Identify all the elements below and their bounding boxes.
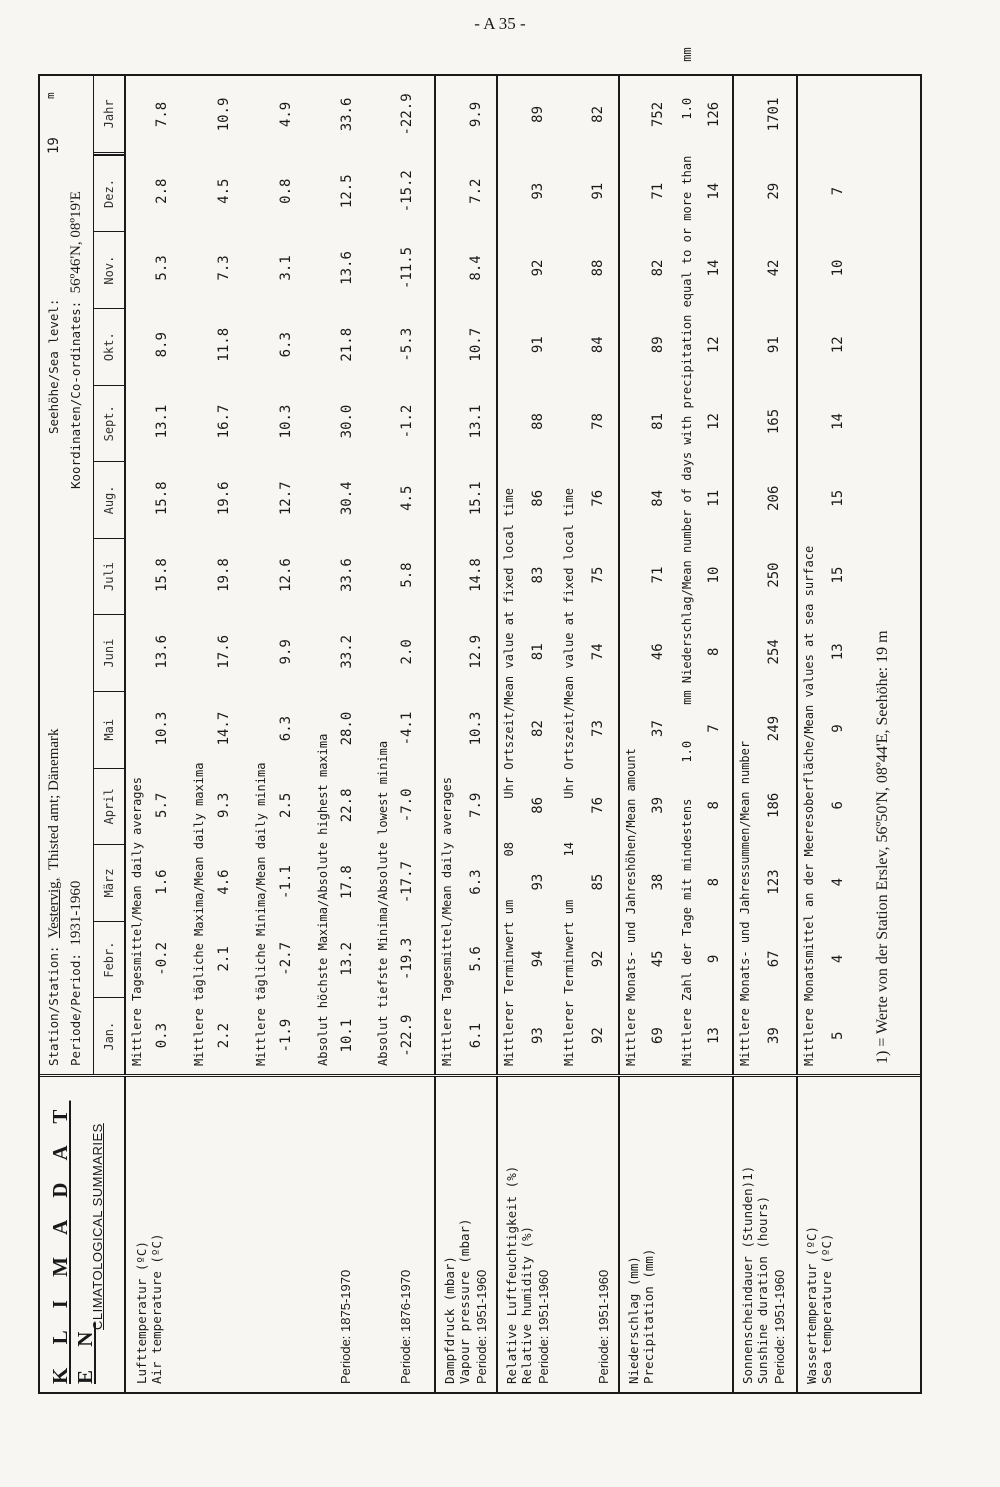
temp-min-desc: Mittlere tägliche Minima/Mean daily minima <box>254 762 268 1066</box>
value-cell: 4.6 <box>216 869 232 895</box>
station-label: Station/Station: <box>46 945 61 1066</box>
value-cell: 76 <box>590 489 606 507</box>
value-cell: 84 <box>650 489 666 507</box>
vapour-label-en: Vapour pressure (mbar) <box>457 1218 472 1384</box>
period-line <box>68 881 85 1066</box>
value-cell: 92 <box>530 259 546 277</box>
value-cell <box>830 76 846 153</box>
month-header-0: Jan. <box>94 997 124 1074</box>
humidity-label-cell <box>498 1077 620 1392</box>
temperature-data <box>126 76 436 1074</box>
value-cell: 12 <box>830 336 846 354</box>
period-value: 1931-1960 <box>68 880 84 946</box>
value-cell: 13.6 <box>339 251 355 285</box>
sea-temp-label-en: Sea temperature (ºC) <box>819 1233 834 1384</box>
value-cell: 249 <box>766 715 782 742</box>
humidity-row-2 <box>590 76 606 1074</box>
value-cell: 2.0 <box>399 639 415 665</box>
value-cell: 39 <box>650 796 666 814</box>
climate-table <box>38 47 922 1394</box>
value-cell: -22.9 <box>399 93 415 136</box>
coordinates-line <box>68 191 85 489</box>
month-header-2: März <box>94 844 124 921</box>
value-cell: 12.7 <box>278 481 294 516</box>
humidity-label-de: Relative Luftfeuchtigkeit (%) <box>504 1165 519 1384</box>
absmin-period: Periode: 1876-1970 <box>398 1269 413 1384</box>
month-header-8: Sept. <box>94 385 124 462</box>
value-cell: 30.0 <box>339 404 355 439</box>
value-cell: 45 <box>650 950 666 968</box>
value-cell: -19.3 <box>399 937 415 980</box>
period-label: Periode/Period: <box>68 953 83 1066</box>
precipitation-label-cell <box>620 1077 734 1392</box>
precipitation-days-desc: Mittlere Zahl der Tage mit mindestens 1.0 mm Niederschlag/Mean number of days with precipitation equal to or more than 1.0 mm <box>680 47 694 1066</box>
station-name: Vestervig, <box>46 877 62 939</box>
value-cell: 33.2 <box>339 634 355 669</box>
sea-level-unit: m <box>44 92 57 99</box>
precipitation-amount-row <box>650 76 666 1074</box>
value-cell: 92 <box>590 1027 606 1045</box>
temperature-label-de: Lufttemperatur (ºC) <box>134 1241 149 1384</box>
value-cell: 15.8 <box>154 481 170 516</box>
value-cell: 2.2 <box>216 1022 232 1049</box>
sunshine-label-cell <box>734 1077 798 1392</box>
value-cell: 94 <box>530 950 546 968</box>
value-cell: 14 <box>706 182 722 200</box>
value-cell: 28.0 <box>339 711 355 746</box>
vapour-desc: Mittlere Tagesmittel/Mean daily averages <box>440 777 454 1066</box>
value-cell: 33.6 <box>339 97 355 132</box>
absmax-period: Periode: 1875-1970 <box>338 1269 353 1384</box>
value-cell: 5.7 <box>154 792 170 818</box>
value-cell: 7 <box>706 724 722 733</box>
value-cell: -7.0 <box>399 788 415 823</box>
value-cell: -11.5 <box>399 246 415 290</box>
humidity-period-1: Periode: 1951-1960 <box>536 1269 551 1384</box>
value-cell: 1701 <box>766 97 782 132</box>
month-header-7: Aug. <box>94 461 124 538</box>
humidity-data <box>498 76 620 1074</box>
humidity-period-2: Periode: 1951-1960 <box>596 1269 611 1384</box>
value-cell: 76 <box>590 796 606 814</box>
value-cell: 13.6 <box>154 634 170 669</box>
value-cell: -0.2 <box>154 942 170 976</box>
value-cell: 91 <box>590 182 606 200</box>
value-cell: 69 <box>650 1027 666 1045</box>
value-cell: 9 <box>706 954 722 964</box>
value-cell: 46 <box>650 643 666 661</box>
value-cell: 9.9 <box>278 639 294 665</box>
value-cell: 13 <box>830 643 846 661</box>
month-header-9: Okt. <box>94 308 124 385</box>
value-cell: 752 <box>650 101 666 128</box>
value-cell: 13 <box>706 1027 722 1045</box>
value-cell: 89 <box>650 336 666 354</box>
page-title: K L I M A D A T E N <box>48 1100 97 1384</box>
value-cell: 89 <box>530 106 546 123</box>
value-cell: -1.9 <box>278 1018 294 1053</box>
value-cell: 2.5 <box>278 792 294 818</box>
value-cell: 15 <box>830 566 846 584</box>
humidity-desc-2: Mittlerer Terminwert um 14 Uhr Ortszeit/Mean value at fixed local time <box>562 488 576 1066</box>
value-cell: 93 <box>530 182 546 200</box>
month-header-row <box>93 76 124 1074</box>
value-cell: 83 <box>530 566 546 584</box>
precipitation-amount-desc: Mittlere Monats- und Jahreshöhen/Mean amount <box>624 748 638 1066</box>
value-cell: 29 <box>766 182 782 200</box>
value-cell: 126 <box>706 101 722 128</box>
value-cell: 16.7 <box>216 404 232 439</box>
value-cell: 6.3 <box>278 715 294 742</box>
temp-max-desc: Mittlere tägliche Maxima/Mean daily maxima <box>192 762 206 1066</box>
value-cell: 254 <box>766 639 782 665</box>
value-cell: 13.1 <box>468 404 484 439</box>
value-cell: 11 <box>706 489 722 507</box>
value-cell: 6.3 <box>468 869 484 895</box>
sunshine-label-de: Sonnenscheindauer (Stunden)1) <box>740 1165 755 1384</box>
value-cell: 74 <box>590 643 606 661</box>
data-column <box>40 47 920 1074</box>
temp-absmin-row <box>399 76 415 1074</box>
value-cell: 7.8 <box>154 101 170 128</box>
value-cell: 13.2 <box>339 942 355 976</box>
title-cell <box>40 1077 126 1392</box>
value-cell: 8.4 <box>468 255 484 281</box>
value-cell: 12.6 <box>278 558 294 592</box>
value-cell: 4.9 <box>278 101 294 128</box>
month-header-5: Juni <box>94 614 124 691</box>
value-cell: 93 <box>530 1027 546 1045</box>
value-cell: -15.2 <box>399 170 415 213</box>
value-cell: 17.8 <box>339 865 355 899</box>
value-cell: 2.1 <box>216 946 232 972</box>
value-cell: 8 <box>706 647 722 657</box>
sea-temp-desc: Mittlere Monatsmittel an der Meeresoberfläche/Mean values at sea surface <box>802 545 816 1066</box>
value-cell: 4.5 <box>216 178 232 204</box>
value-cell: 186 <box>766 792 782 818</box>
value-cell: 86 <box>530 489 546 507</box>
value-cell: 14 <box>830 413 846 430</box>
value-cell: 37 <box>650 720 666 737</box>
value-cell: -5.3 <box>399 327 415 362</box>
value-cell: 12 <box>706 413 722 430</box>
temp-min-row <box>278 76 294 1074</box>
value-cell: 206 <box>766 485 782 511</box>
temp-max-row <box>216 76 232 1074</box>
vapour-label-cell <box>436 1077 498 1392</box>
value-cell: 82 <box>590 106 606 123</box>
value-cell: 4 <box>830 877 846 887</box>
value-cell: 7 <box>830 186 846 196</box>
sea-temp-label-cell <box>798 1077 920 1392</box>
value-cell: 82 <box>530 720 546 737</box>
value-cell: 10.3 <box>278 404 294 439</box>
value-cell: 84 <box>590 336 606 354</box>
value-cell: 15.1 <box>468 481 484 516</box>
coordinates-label: Koordinaten/Co-ordinates: <box>68 300 83 489</box>
temp-absmax-row <box>339 76 355 1074</box>
sunshine-data <box>734 76 798 1074</box>
precipitation-label-de: Niederschlag (mm) <box>626 1256 641 1384</box>
value-cell: 9 <box>830 724 846 733</box>
month-header-3: April <box>94 768 124 845</box>
sunshine-period: Periode: 1951-1960 <box>772 1269 787 1384</box>
value-cell: 12.5 <box>339 174 355 209</box>
value-cell: 10.1 <box>339 1018 355 1053</box>
humidity-row-1 <box>530 76 546 1074</box>
value-cell: 7.2 <box>468 178 484 204</box>
value-cell: 8.9 <box>154 332 170 358</box>
value-cell: 9.3 <box>216 792 232 818</box>
value-cell: 3.1 <box>278 255 294 281</box>
value-cell: 17.6 <box>216 634 232 669</box>
value-cell: 73 <box>590 720 606 737</box>
value-cell: 2.8 <box>154 178 170 204</box>
value-cell: 91 <box>766 336 782 354</box>
value-cell: 6 <box>830 801 846 810</box>
value-cell: 38 <box>650 873 666 891</box>
value-cell: 12 <box>706 336 722 354</box>
value-cell: 88 <box>590 259 606 277</box>
value-cell: 30.4 <box>339 481 355 516</box>
value-cell: 86 <box>530 796 546 814</box>
value-cell: 9.9 <box>468 101 484 128</box>
value-cell: 22.8 <box>339 788 355 823</box>
sea-temp-data <box>798 76 920 1074</box>
value-cell: 10.3 <box>468 711 484 746</box>
month-header-11: Dez. <box>94 155 124 232</box>
sea-level-value: 19 <box>46 137 62 154</box>
sunshine-row <box>766 76 782 1074</box>
month-header-1: Febr. <box>94 921 124 998</box>
value-cell: 75 <box>590 566 606 584</box>
temp-mean-desc: Mittlere Tagesmittel/Mean daily averages <box>130 777 144 1066</box>
value-cell: -2.7 <box>278 942 294 976</box>
value-cell: 71 <box>650 182 666 200</box>
footnote: 1) = Werte von der Station Erslev, 56º50'N, 08º44'E, Seehöhe: 19 m <box>874 630 891 1064</box>
vapour-data <box>436 76 498 1074</box>
value-cell: -1.2 <box>399 404 415 439</box>
value-cell: 5 <box>830 1031 846 1040</box>
station-region: Thisted amt; Dänemark <box>46 728 62 871</box>
vapour-period: Periode: 1951-1960 <box>474 1269 489 1384</box>
value-cell: 165 <box>766 408 782 435</box>
value-cell: 71 <box>650 566 666 584</box>
vapour-label-de: Dampfdruck (mbar) <box>442 1256 457 1384</box>
value-cell: 91 <box>530 336 546 354</box>
station-header <box>40 76 126 1074</box>
temp-absmin-desc: Absolut tiefste Minima/Absolute lowest minima <box>376 740 390 1066</box>
sea-temp-row <box>830 76 846 1074</box>
precipitation-days-row <box>706 76 722 1074</box>
month-header-6: Juli <box>94 538 124 615</box>
value-cell: 15 <box>830 489 846 507</box>
value-cell: 81 <box>650 413 666 430</box>
value-cell: 10.3 <box>154 711 170 746</box>
value-cell: 81 <box>530 643 546 661</box>
month-header-12: Jahr <box>94 76 124 155</box>
station-line <box>46 728 63 1066</box>
value-cell: 1.6 <box>154 869 170 895</box>
humidity-desc-1: Mittlerer Terminwert um 08 Uhr Ortszeit/Mean value at fixed local time <box>502 488 516 1066</box>
value-cell: 0.8 <box>278 178 294 204</box>
value-cell: -17.7 <box>399 861 415 904</box>
value-cell: 15.8 <box>154 558 170 592</box>
vapour-row <box>468 76 484 1074</box>
value-cell: -22.9 <box>399 1014 415 1057</box>
value-cell: 14 <box>706 259 722 277</box>
temperature-label-cell <box>126 1077 436 1392</box>
precipitation-data <box>620 47 734 1074</box>
value-cell: 250 <box>766 562 782 588</box>
value-cell: 85 <box>590 873 606 891</box>
value-cell: 7.9 <box>468 792 484 818</box>
value-cell: 123 <box>766 869 782 895</box>
value-cell: 13.1 <box>154 404 170 439</box>
value-cell: 10 <box>830 259 846 277</box>
value-cell: 21.8 <box>339 327 355 362</box>
page-subtitle: CLIMATOLOGICAL SUMMARIES <box>90 1123 105 1330</box>
value-cell: 4.5 <box>399 485 415 511</box>
value-cell: 10.9 <box>216 97 232 132</box>
value-cell: 67 <box>766 950 782 968</box>
value-cell: -1.1 <box>278 865 294 899</box>
sea-level-label: Seehöhe/Sea level: <box>46 298 61 434</box>
value-cell: 6.3 <box>278 332 294 358</box>
value-cell: 92 <box>590 950 606 968</box>
value-cell: 5.6 <box>468 946 484 972</box>
value-cell: 10 <box>706 566 722 584</box>
value-cell: 5.3 <box>154 255 170 281</box>
value-cell: 7.3 <box>216 255 232 281</box>
value-cell: 8 <box>706 801 722 810</box>
precipitation-label-en: Precipitation (mm) <box>641 1248 656 1384</box>
sunshine-label-en: Sunshine duration (hours) <box>755 1195 770 1384</box>
coordinates-value: 56º46'N, 08º19'E <box>68 191 84 294</box>
value-cell: 88 <box>530 413 546 430</box>
value-cell: 39 <box>766 1027 782 1045</box>
value-cell: 19.8 <box>216 558 232 592</box>
left-label-column <box>40 1074 920 1392</box>
temperature-label-en: Air temperature (ºC) <box>149 1233 164 1384</box>
page-number: - A 35 - <box>474 14 526 33</box>
temp-absmax-desc: Absolut höchste Maxima/Absolute highest maxima <box>316 733 330 1066</box>
value-cell: 0.3 <box>154 1022 170 1049</box>
temp-mean-row <box>154 76 170 1074</box>
value-cell: 33.6 <box>339 558 355 592</box>
value-cell: 78 <box>590 413 606 430</box>
value-cell: 14.7 <box>216 711 232 746</box>
value-cell: 10.7 <box>468 327 484 362</box>
value-cell: 5.8 <box>399 562 415 588</box>
value-cell: 19.6 <box>216 481 232 516</box>
value-cell: 14.8 <box>468 558 484 592</box>
sea-temp-label-de: Wassertemperatur (ºC) <box>804 1225 819 1384</box>
value-cell: 11.8 <box>216 327 232 362</box>
value-cell: 6.1 <box>468 1022 484 1049</box>
value-cell: 82 <box>650 259 666 277</box>
value-cell: 93 <box>530 873 546 891</box>
month-header-4: Mai <box>94 691 124 768</box>
value-cell: 42 <box>766 259 782 277</box>
value-cell: 12.9 <box>468 634 484 669</box>
sunshine-desc: Mittlere Monats- und Jahressummen/Mean number <box>738 740 752 1066</box>
humidity-label-en: Relative humidity (%) <box>519 1225 534 1384</box>
value-cell: 4 <box>830 954 846 964</box>
value-cell: -4.1 <box>399 711 415 746</box>
month-header-10: Nov. <box>94 231 124 308</box>
value-cell: 8 <box>706 877 722 887</box>
